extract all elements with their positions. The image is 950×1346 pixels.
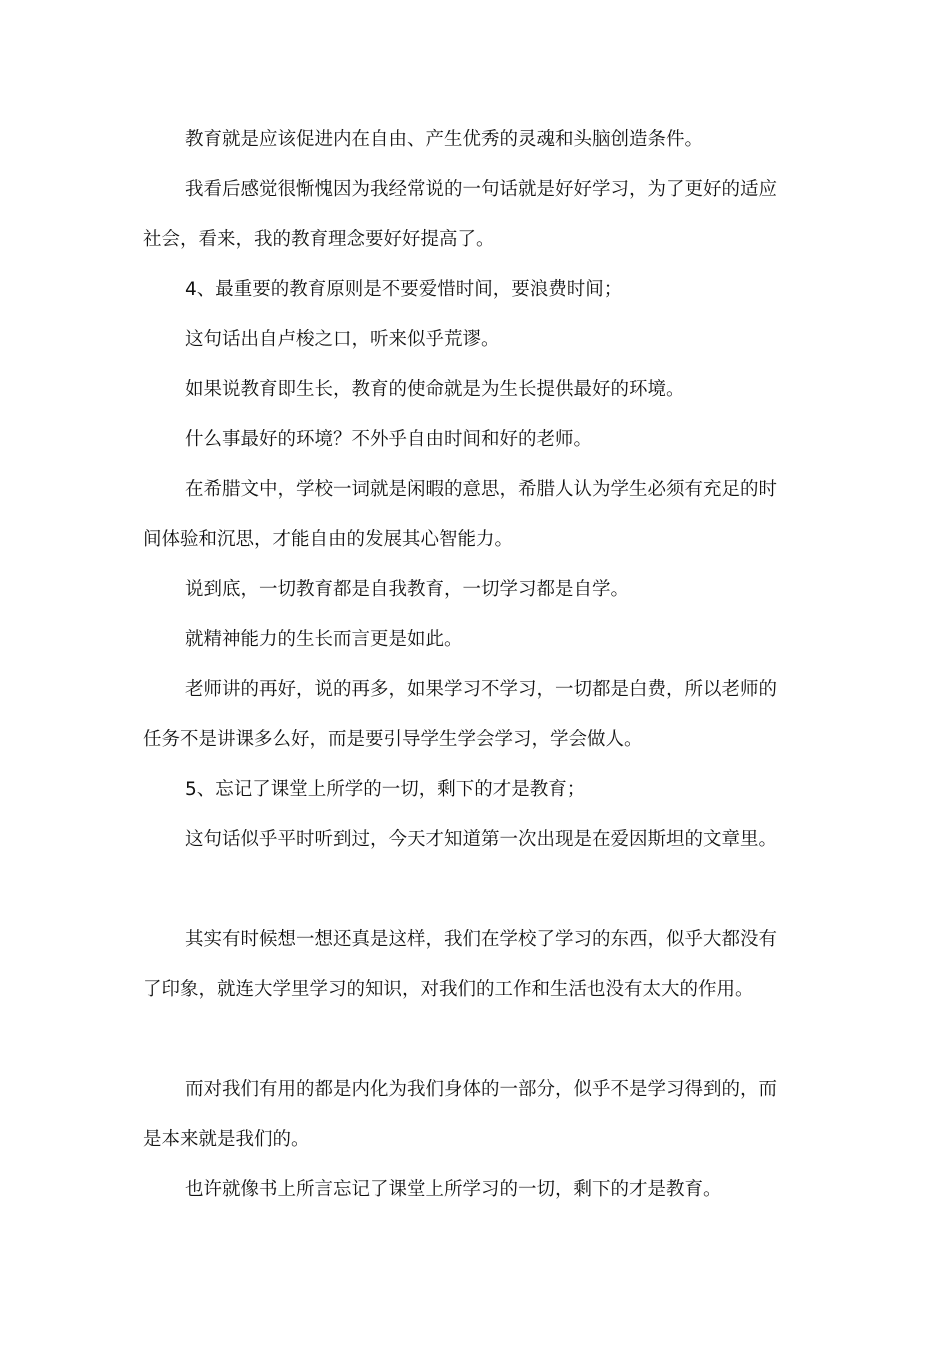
- paragraph-14: 而对我们有用的都是内化为我们身体的一部分，似乎不是学习得到的，而是本来就是我们的。: [143, 1079, 778, 1150]
- paragraph-12: 这句话似乎平时听到过，今天才知道第一次出现是在爱因斯坦的文章里。: [185, 829, 778, 850]
- paragraph-13: 其实有时候想一想还真是这样，我们在学校了学习的东西，似乎大都没有了印象，就连大学里学习的知识，对我们的工作和生活也没有太大的作用。: [143, 929, 778, 1000]
- paragraph-6: 什么事最好的环境？不外乎自由时间和好的老师。: [185, 429, 593, 450]
- paragraph-7: 在希腊文中，学校一词就是闲暇的意思，希腊人认为学生必须有充足的时间体验和沉思，才能自由的发展其心智能力。: [143, 479, 778, 550]
- paragraph-15: 也许就像书上所言忘记了课堂上所学习的一切，剩下的才是教育。: [185, 1179, 722, 1200]
- paragraph-11: 5、忘记了课堂上所学的一切，剩下的才是教育；: [185, 779, 586, 800]
- paragraph-9: 就精神能力的生长而言更是如此。: [185, 629, 463, 650]
- paragraph-4: 这句话出自卢梭之口，听来似乎荒谬。: [185, 329, 500, 350]
- paragraph-10: 老师讲的再好，说的再多，如果学习不学习，一切都是白费，所以老师的任务不是讲课多么好，而是要引导学生学会学习，学会做人。: [143, 679, 778, 750]
- paragraph-8: 说到底，一切教育都是自我教育，一切学习都是自学。: [185, 579, 630, 600]
- paragraph-5: 如果说教育即生长，教育的使命就是为生长提供最好的环境。: [185, 379, 685, 400]
- paragraph-1: 教育就是应该促进内在自由、产生优秀的灵魂和头脑创造条件。: [185, 129, 704, 150]
- paragraph-2: 我看后感觉很惭愧因为我经常说的一句话就是好好学习，为了更好的适应社会，看来，我的教育理念要好好提高了。: [143, 179, 778, 250]
- paragraph-3: 4、最重要的教育原则是不要爱惜时间，要浪费时间；: [185, 279, 623, 300]
